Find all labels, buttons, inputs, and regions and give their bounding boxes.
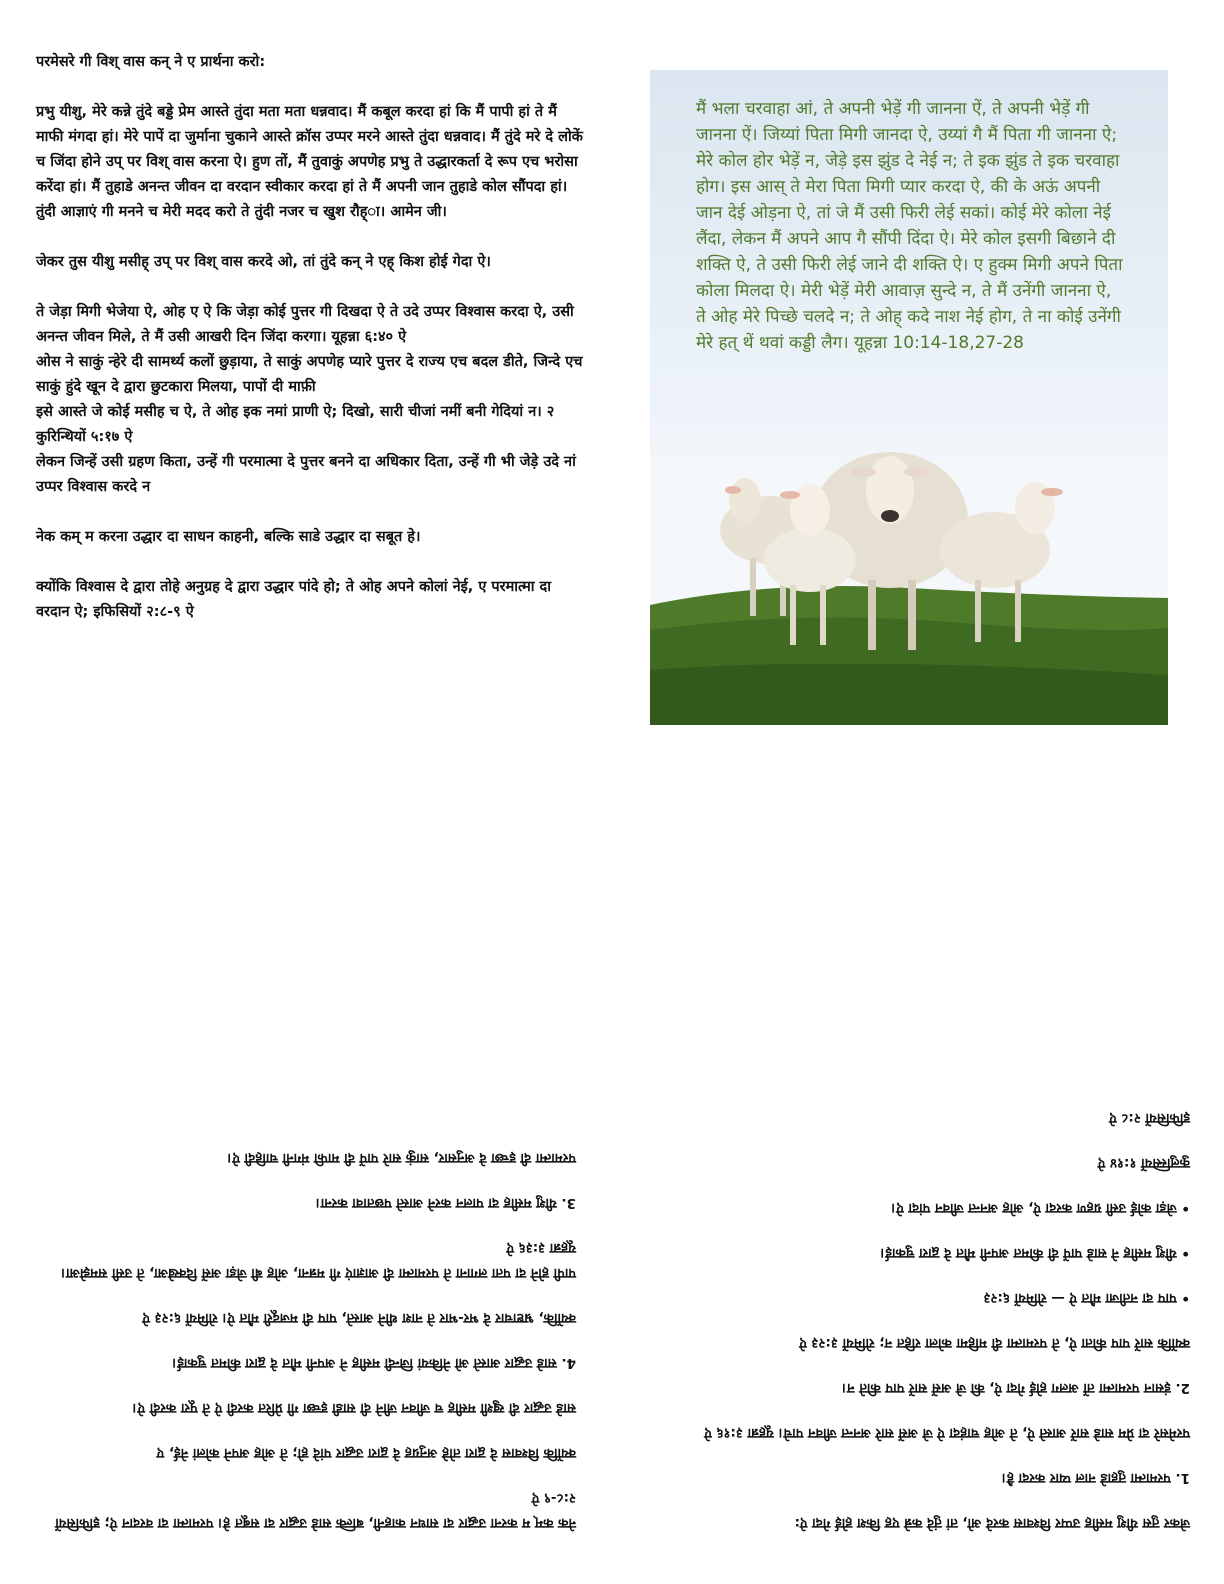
flipped-right-line-8: • जेड़ा कोई उसी ग्रहण करदा ऐ, ओह अनन्त जीवन पांदा ऐ। <box>891 1200 1190 1216</box>
flipped-line-8: परमात्मा दी इच्छा दे अनुसार, साकुं सारे पापें दी माफी मंगनी चाहिदी ऐ। <box>227 1150 576 1166</box>
bottom-right-flipped-panel <box>630 815 1190 1535</box>
flipped-line-3: साडे उद्धार दी खुशी मसीह च जीवन जीने दी साडी इच्छा गी प्रेरित करदी ऐ ते पूरा करदी ऐ। <box>132 1400 576 1416</box>
flipped-line-6: पापी होने दा पता लगाना ते परमात्मा दी आज्ञाएं गी मन्नना, ओह बी जेड़ा असें दिक्खेआ, ते उसी समझेआ। यूहन्ना ३:३६ ऐ <box>60 1240 576 1281</box>
flipped-right-line-5: क्योंकि सारें पाप कीता ऐ, ते परमात्मा दी महिमा कोला रहित न; रोमियों ३:२३ ऐ <box>799 1335 1190 1351</box>
works-paragraph: नेक कम् म करना उद्धार दा साधन काहनी, बल्कि साडे उद्धार दा सबूत हे। <box>36 529 421 545</box>
shepherd-verse: मैं भला चरवाहा आं, ते अपनी भेड़ें गी जानना ऐं, ते अपनी भेड़ें गी जानना ऐं। जिय्यां पिता मिगी जानदा ऐ, उय्यां गै मैं पिता गी जानना ऐ; मेरे कोल होर भेड़ें न, जेड़े इस झुंड दे नेई न; ते इक झुंड ते इक चरवाहा होग। इस आस् ते मेरा पिता मिगी प्यार करदा ऐ, की के अऊं अपनी जान देई ओड़ना ऐ, तां जे मैं उसी फिरी लेई सकां। कोई मेरे कोला नेई लैंदा, लेकन मैं अपने आप गै सौंपी दिंदा ऐ। मेरे कोल इसगी बिछाने दी शक्ति ऐ, ते उसी फिरी लेई जाने दी शक्ति ऐ। ए हुक्म मिगी अपने पिता कोला मिलदा ऐ। मेरी भेड़ें मेरी आवाज़ सुन्दे न, ते मैं उनेंगी जानना ऐ, ते ओह मेरे पिच्छे चलदे न; ते ओह् कदे नाश नेई होग, ते ना कोई उनेंगी मेरे हत् थें थवां कड्डी लैग। यूहन्ना 10:14-18,27-28 <box>696 99 1123 353</box>
flipped-line-2: क्योंकि विश्वास दे द्वारा तोहे अनुग्रह दे द्वारा उद्धार पांदे हो; ते ओह अपने कोलां नेई, ए <box>156 1445 576 1461</box>
flipped-right-line-9: कुलुस्सियों १:१४ ऐ <box>1097 1155 1190 1171</box>
flipped-line-5: क्योंकि, भ्रष्टाचार दे भर-भार ते नाश थीने आस्ते, पाप दी मजदूरी मौत ऐ। रोमियों ६:२३ ऐ <box>142 1310 576 1326</box>
sheep-image-panel <box>650 70 1168 725</box>
flipped-right-line-2: 1. परमात्मा तुहाडे नाल प्यार करदा है। <box>1001 1470 1190 1486</box>
flipped-right-line-7: • यीशु मसीह ने साडे पापें दी कीमत अपनी मौत दे द्वारा चुकाई। <box>880 1245 1190 1261</box>
flipped-right-line-3: परमेसरे दा प्रेम साडे सारें आस्ते ऐ, ते ओह चाहंदा ऐ जे असें सारे अनन्त जीवन पाचे। यूहन्ना ३:१६ ऐ <box>704 1425 1190 1441</box>
verse-paragraph-4: लेकन जिन्हें उसी ग्रहण किता, उन्हें गी परमात्मा दे पुत्तर बनने दा अधिकार दिता, उन्हें गी भी जेड़े उदे नां उप्पर विश्वास करदे न <box>36 454 576 495</box>
verse-paragraph-2: ओस ने साकुं न्हेरे दी सामर्थ्य कलों छुड़ाया, ते साकुं अपणेह प्यारे पुत्तर दे राज्य एच बदल डीते, जिन्दे एच साकुं हुंदे खून दे द्वारा छुटकारा मिलया, पापों दी माफ़ी <box>36 354 583 395</box>
flipped-right-line-6: • पाप दा नतीजा मौत ऐ — रोमियों ६:२३ <box>983 1290 1190 1306</box>
grace-paragraph: क्योंकि विश्वास दे द्वारा तोहे अनुग्रह दे द्वारा उद्धार पांदे हो; ते ओह अपने कोलां नेई, ए परमात्मा दा वरदान ऐ; इफिसियों २:८-९ ऐ <box>36 579 551 620</box>
flipped-line-1: नेक कम् म करना उद्धार दा साधन काहनी, बल्कि साडे उद्धार दा सबूत हे। परमात्मा दा वरदान ऐ; इफिसियों २:८-९ ऐ <box>55 1490 576 1531</box>
bottom-left-flipped-panel <box>36 815 576 1535</box>
flipped-right-line-4: 2. इंसान परमात्मा तों अलग होई गेदा ऐ, की जे असें सारें पाप कीते न। <box>841 1380 1190 1396</box>
flipped-line-4: 4. साडे उद्धार आस्ते ओ नेकियां जिन्दी मसीह ने अपनी मौत दे द्वारा कीमत चुकाई। <box>172 1355 576 1371</box>
prayer-heading: परमेसरे गी विश् वास कन् ने ए प्रार्थना करो: <box>36 54 266 70</box>
verse-paragraph-1: ते जेड़ा मिगी भेजेया ऐ, ओह ए ऐ कि जेड़ा कोई पुत्तर गी दिखदा ऐ ते उदे उप्पर विश्वास करदा ऐ, उसी अनन्त जीवन मिले, ते मैं उसी आखरी दिन जिंदा करगा। यूहन्ना ६:४० ऐ <box>36 304 574 345</box>
flipped-right-line-10: इफिसियों २:८ ऐ <box>1109 1110 1190 1126</box>
flipped-line-7: 3. यीशु मसीह दा पालन करने आस्ते पछतावा करना। <box>315 1195 576 1211</box>
flipped-right-line-1: जेकर तुस यीशु मसीह उप्पर विश्वास करदे ओ, तां तुंदे कन्ने एह किश होई गेदा ऐ: <box>794 1515 1190 1531</box>
verse-paragraph-3: इसे आस्ते जे कोई मसीह च ऐ, ते ओह इक नमां प्राणी ऐ; दिखो, सारी चीजां नमीं बनी गेदियां न। २ कुरिन्थियों ५:१७ ऐ <box>36 404 555 445</box>
if-believe-paragraph: जेकर तुस यीशु मसीह् उप् पर विश् वास करदे ओ, तां तुंदे कन् ने एह् किश होई गेदा ऐ। <box>36 254 491 270</box>
prayer-paragraph: प्रभु यीशु, मेरे कन्ने तुंदे बड्डे प्रेम आस्ते तुंदा मता मता धन्नवाद। मैं कबूल करदा हां कि मैं पापी हां ते मैं माफी मंगदा हां। मेरे पापें दा जुर्माना चुकाने आस्ते क्रॉस उप्पर मरने आस्ते तुंदा धन्नवाद। मैं तुंदे मरे दे लोकें च जिंदा होने उप् पर विश् वास करना ऐ। हुण तों, मैं तुवाकुं अपणेह प्रभु ते उद्धारकर्ता दे रूप एच भरोसा करेंदा हां। मैं तुहाडे अनन्त जीवन दा वरदान स्वीकार करदा हां ते मैं अपनी जान तुहाडे कोल सौंपदा हां। तुंदी आज्ञाएं गी मनने च मेरी मदद करो ते तुंदी नजर च खुश रौह्‌ा। आमेन जी। <box>36 104 583 220</box>
sheep-illustration <box>650 430 1168 725</box>
top-left-panel <box>36 50 588 650</box>
